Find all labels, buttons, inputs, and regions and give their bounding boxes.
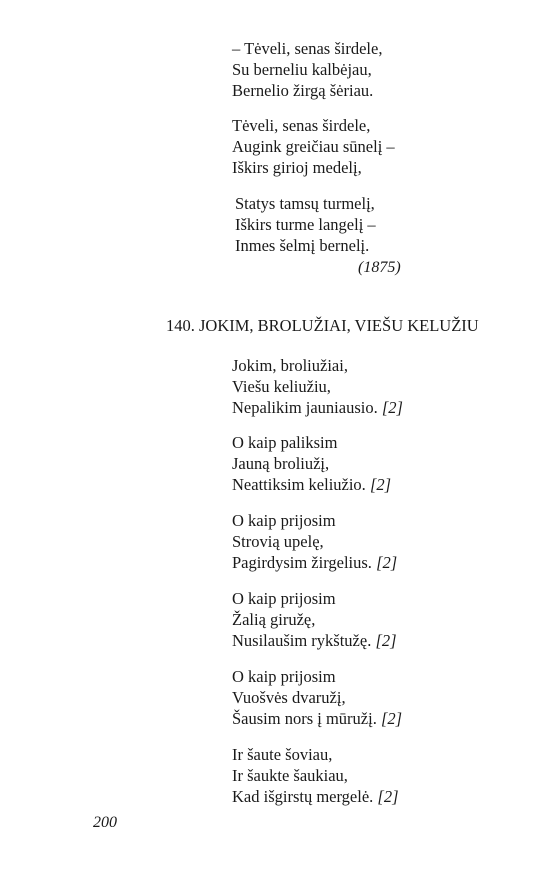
verse-line: Augink greičiau sūnelį – [232,137,395,156]
repeat-mark: [2] [376,553,398,572]
verse-line: Viešu keliužiu, [232,377,331,396]
stanza-140-3 [232,510,397,573]
verse-text: Kad išgirstų mergelė. [232,787,374,806]
verse-text: Šausim nors į mūružį. [232,709,377,728]
verse-line: Iškirs girioj medelį, [232,158,362,177]
verse-line: Jokim, broliužiai, [232,356,348,375]
verse-line: O kaip prijosim [232,511,336,530]
verse-line: Tėveli, senas širdele, [232,116,371,135]
poem-date: (1875) [358,259,401,276]
verse-line [232,708,402,729]
verse-line: Strovią upelę, [232,532,324,551]
verse-line: – Tėveli, senas širdele, [232,39,383,58]
verse-text: Nusilaušim rykštužę. [232,631,372,650]
verse-line: Iškirs turme langelį – [235,215,376,234]
verse-line: Inmes šelmį bernelį. [235,236,370,255]
stanza-140-5 [232,666,402,729]
verse-line: Vuošvės dvaružį, [232,688,346,707]
repeat-mark: [2] [381,398,403,417]
stanza-140-2 [232,432,391,495]
verse-text: Neattiksim keliužio. [232,475,366,494]
verse-text: Pagirdysim žirgelius. [232,553,372,572]
repeat-mark: [2] [375,631,397,650]
verse-line: Bernelio žirgą šėriau. [232,81,374,100]
verse-line: Ir šaute šoviau, [232,745,333,764]
verse-line: O kaip prijosim [232,589,336,608]
repeat-mark: [2] [369,475,392,494]
stanza-prev-3 [235,193,376,256]
verse-line: Su berneliu kalbėjau, [232,60,372,79]
page-number: 200 [93,814,117,831]
verse-line: Ir šaukte šaukiau, [232,766,348,785]
verse-line [232,397,403,418]
repeat-mark: [2] [380,709,403,728]
verse-line: Jauną broliužį, [232,454,330,473]
stanza-140-4 [232,588,397,651]
verse-line [232,474,391,495]
verse-line: O kaip paliksim [232,433,338,452]
stanza-prev-2 [232,115,395,178]
poem-heading: 140. JOKIM, BROLUŽIAI, VIEŠU KELUŽIU [166,316,479,335]
stanza-140-6 [232,744,399,807]
stanza-prev-1 [232,38,382,101]
verse-line [232,630,397,651]
verse-text: Nepalikim jauniausio. [232,398,378,417]
verse-line [232,552,397,573]
stanza-140-1 [232,355,403,418]
verse-line: Statys tamsų turmelį, [235,194,375,213]
verse-line [232,786,399,807]
verse-line: Žalią giružę, [232,610,316,629]
verse-line: O kaip prijosim [232,667,336,686]
repeat-mark: [2] [377,787,399,806]
